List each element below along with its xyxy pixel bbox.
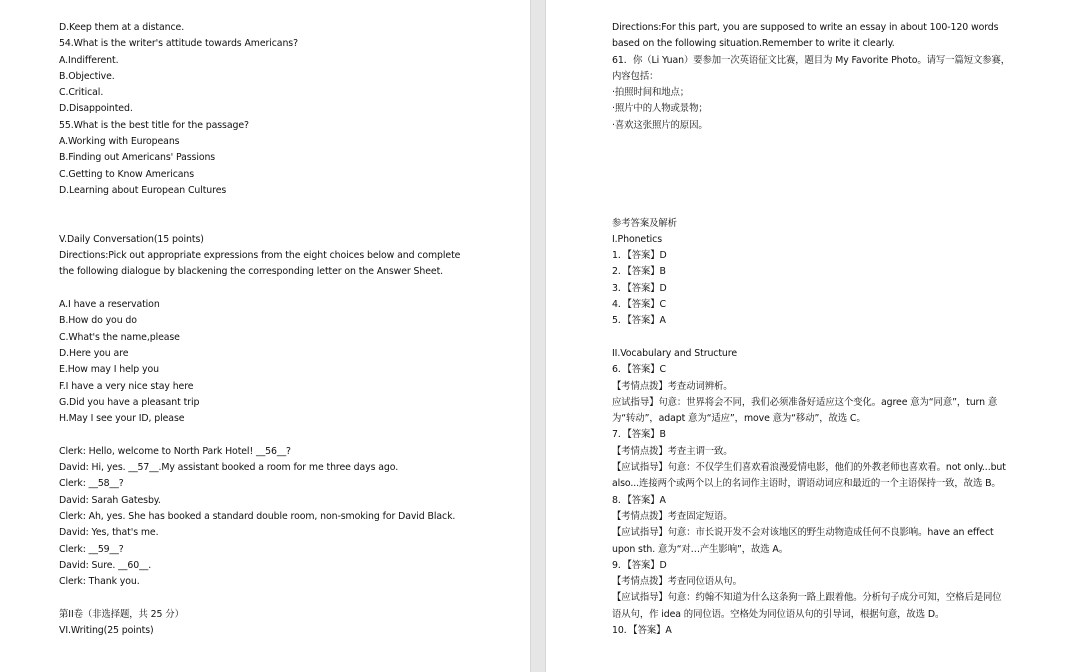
text-line: 4．【答案】C <box>612 299 666 311</box>
text-line: V.Daily Conversation(15 points) <box>59 233 204 245</box>
text-line: 【考情点拨】考查主谓一致。 <box>612 445 733 457</box>
text-line: 1．【答案】D <box>612 250 667 262</box>
text-line: 61．你（Li Yuan）要参加一次英语征文比赛，题目为 My Favorite Photo。请写一篇短文参赛， <box>612 54 1011 66</box>
text-line: D.Keep them at a distance. <box>59 22 185 33</box>
text-line: based on the following situation.Remember to write it clearly. <box>612 38 895 50</box>
text-line: 参考答案及解析 <box>612 217 677 229</box>
text-line: ·喜欢这张照片的原因。 <box>612 119 708 131</box>
text-line: 为“转动”，adapt 意为“适应”，move 意为“移动”，故选 C。 <box>612 413 866 425</box>
text-line: C.What's the name,please <box>59 331 180 343</box>
text-line: Directions:For this part, you are supposed to write an essay in about 100-120 words <box>612 22 999 33</box>
text-line <box>612 167 1080 183</box>
left-page <box>0 0 531 672</box>
text-line: I.Phonetics <box>612 233 663 245</box>
text-line: David: Hi, yes. __57__.My assistant booked a room for me three days ago. <box>59 462 399 474</box>
text-line: A.Working with Europeans <box>59 136 180 148</box>
text-line: C.Getting to Know Americans <box>59 168 195 180</box>
text-line: David: Yes, that's me. <box>59 527 159 539</box>
text-line: 5．【答案】A <box>612 315 666 327</box>
text-line: C.Critical. <box>59 87 104 99</box>
text-line: 语从句，作 idea 的同位语。空格处为同位语从句的引导词，根据句意，故选 D。 <box>612 608 945 620</box>
text-line <box>612 330 1080 346</box>
text-line: Clerk: Hello, welcome to North Park Hotel! __56__? <box>59 445 291 457</box>
text-line: 55.What is the best title for the passage? <box>59 119 249 131</box>
text-line: Clerk: Thank you. <box>59 576 140 588</box>
text-line <box>612 199 1080 215</box>
text-line: B.Objective. <box>59 70 115 82</box>
right-page <box>545 0 1080 672</box>
text-line: 6．【答案】C <box>612 364 666 376</box>
text-line <box>612 134 1080 150</box>
text-line: 2．【答案】B <box>612 266 666 278</box>
text-line: 应试指导】句意：世界将会不同，我们必须准备好适应这个变化。agree 意为“同意”，turn 意 <box>612 396 998 408</box>
text-line: D.Learning about European Cultures <box>59 184 227 196</box>
text-line: upon sth. 意为“对…产生影响”，故选 A。 <box>612 543 789 555</box>
text-line: also...连接两个或两个以上的名词作主语时，谓语动词应和最近的一个主语保持一致，故选 B。 <box>612 478 1001 490</box>
text-line <box>59 281 530 297</box>
text-line: D.Disappointed. <box>59 103 133 115</box>
text-line: Clerk: Ah, yes. She has booked a standard double room, non-smoking for David Black. <box>59 510 456 522</box>
text-line: 9．【答案】D <box>612 559 667 571</box>
text-line <box>59 199 530 215</box>
text-line: 54.What is the writer's attitude towards Americans? <box>59 38 298 50</box>
text-line: D.Here you are <box>59 347 129 359</box>
text-line: the following dialogue by blackening the corresponding letter on the Answer Sheet. <box>59 266 444 278</box>
text-line: 第II卷（非选择题，共 25 分） <box>59 608 184 620</box>
text-line: 10．【答案】A <box>612 624 672 636</box>
text-line: H.May I see your ID, please <box>59 413 185 425</box>
text-line: Directions:Pick out appropriate expressions from the eight choices below and complete <box>59 250 461 262</box>
text-line: ·照片中的人物或景物； <box>612 103 708 115</box>
text-line: E.How may I help you <box>59 364 159 376</box>
text-line: II.Vocabulary and Structure <box>612 347 737 359</box>
text-line: 内容包括： <box>612 70 659 82</box>
text-line: Clerk: __58__? <box>59 478 124 490</box>
text-line: 【应试指导】句意：约翰不知道为什么这条狗一路上跟着他。分析句子成分可知，空格后是同位 <box>612 592 1002 604</box>
text-line: 【考情点拨】考查同位语从句。 <box>612 576 742 588</box>
text-line <box>59 216 530 232</box>
text-line <box>59 427 530 443</box>
page-gutter <box>531 0 545 672</box>
text-line: 【考情点拨】考查动词辨析。 <box>612 380 733 392</box>
text-line: B.Finding out Americans' Passions <box>59 152 216 164</box>
text-line: A.I have a reservation <box>59 299 160 311</box>
text-line: A.Indifferent. <box>59 54 119 66</box>
text-line: 【应试指导】句意：不仅学生们喜欢看浪漫爱情电影，他们的外教老师也喜欢看。not only...but <box>612 462 1006 474</box>
text-line: Clerk: __59__? <box>59 543 124 555</box>
text-line: B.How do you do <box>59 315 137 327</box>
text-line: ·拍照时间和地点； <box>612 87 690 99</box>
text-line: 8．【答案】A <box>612 494 666 506</box>
text-line: 7．【答案】B <box>612 429 666 441</box>
text-line: VI.Writing(25 points) <box>59 624 154 636</box>
text-line: David: Sarah Gatesby. <box>59 494 161 506</box>
text-line: 【应试指导】句意：市长说开发不会对该地区的野生动物造成任何不良影响。have an effect <box>612 527 994 539</box>
text-line <box>612 183 1080 199</box>
text-line: 【考情点拨】考查固定短语。 <box>612 510 733 522</box>
text-line <box>612 150 1080 166</box>
text-line: G.Did you have a pleasant trip <box>59 396 200 408</box>
text-line: David: Sure. __60__. <box>59 559 152 571</box>
text-line: 3．【答案】D <box>612 282 667 294</box>
text-line: F.I have a very nice stay here <box>59 380 194 392</box>
text-line <box>59 590 530 606</box>
